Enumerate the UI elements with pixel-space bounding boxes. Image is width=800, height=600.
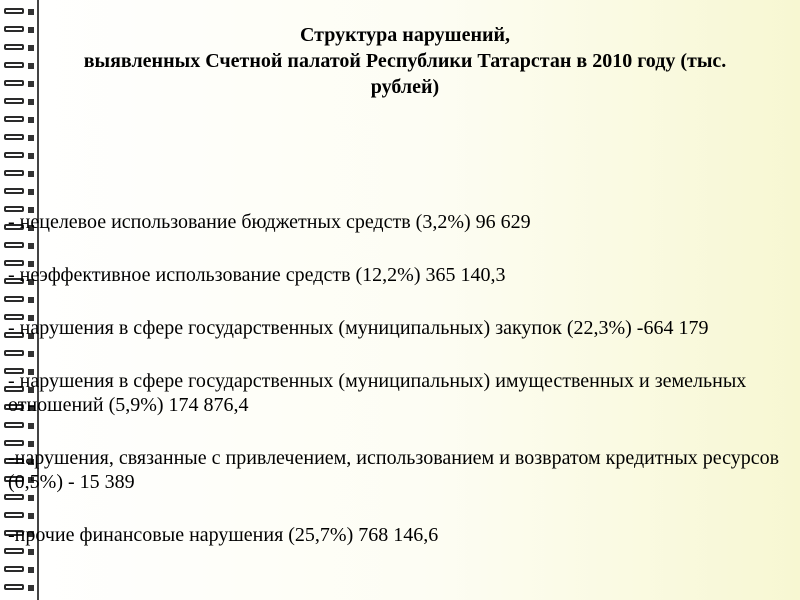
- binding-coil: [4, 6, 26, 20]
- list-item: -нарушения, связанные с привлечением, использованием и возвратом кредитных ресурсов (0,5%) - 15 389: [8, 447, 780, 493]
- title-line-3: рублей): [370, 76, 440, 98]
- binding-coil: [4, 114, 26, 128]
- title-line-1: Структура нарушений,: [299, 24, 511, 46]
- list-item: - нецелевое использование бюджетных средств (3,2%) 96 629: [8, 211, 531, 233]
- violations-list: [8, 210, 793, 576]
- list-item: - неэффективное использование средств (12,2%) 365 140,3: [8, 264, 506, 286]
- binding-coil: [4, 96, 26, 110]
- binding-coil: [4, 60, 26, 74]
- binding-coil: [4, 582, 26, 596]
- binding-coil: [4, 42, 26, 56]
- list-item: - нарушения в сфере государственных (муниципальных) имущественных и земельных отношений (5,9%) 174 876,4: [8, 370, 747, 416]
- binding-coil: [4, 168, 26, 182]
- binding-coil: [4, 24, 26, 38]
- binding-coil: [4, 186, 26, 200]
- binding-coil: [4, 150, 26, 164]
- title-line-2: выявленных Счетной палатой Республики Татарстан в 2010 году (тыс.: [83, 50, 727, 72]
- list-item: -прочие финансовые нарушения (25,7%) 768 146,6: [8, 524, 439, 546]
- page-title: [40, 22, 770, 100]
- list-item: - нарушения в сфере государственных (муниципальных) закупок (22,3%) -664 179: [8, 317, 709, 339]
- binding-coil: [4, 132, 26, 146]
- binding-coil: [4, 78, 26, 92]
